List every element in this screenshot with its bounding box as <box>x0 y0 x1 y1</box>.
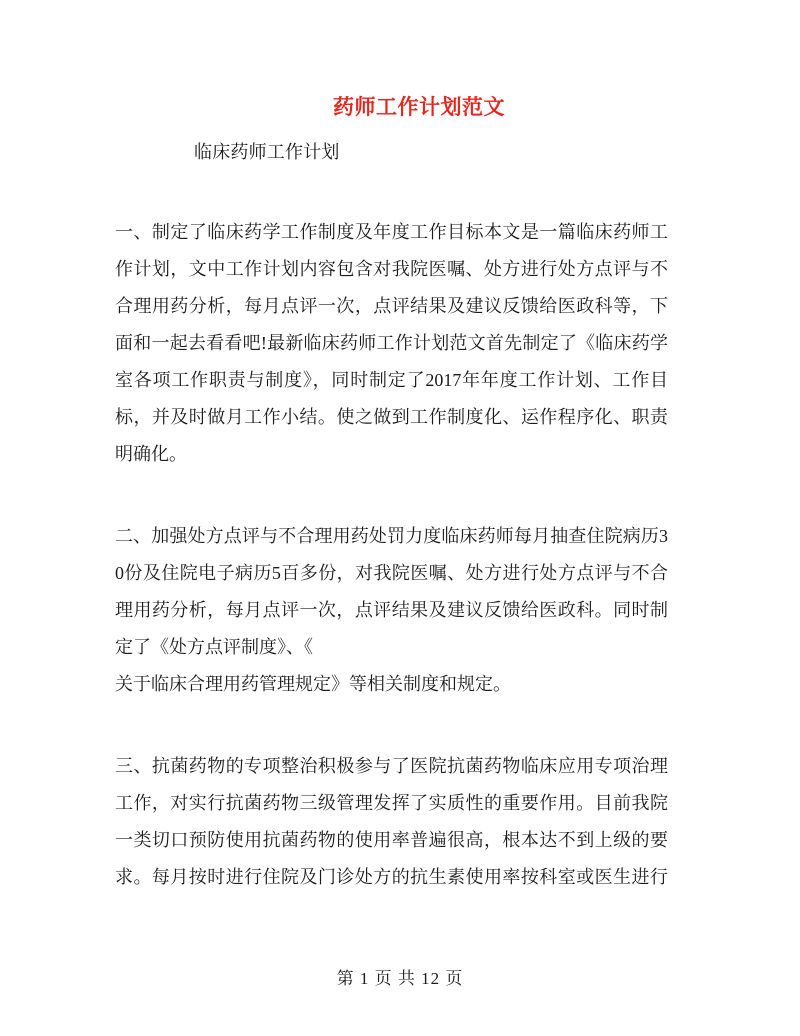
paragraph-3 <box>115 748 668 896</box>
text-line: 工作，对实行抗菌药物三级管理发挥了实质性的重要作用。目前我院 <box>115 793 668 813</box>
text-line: 关于临床合理用药管理规定》等相关制度和规定。 <box>115 674 511 694</box>
paragraph-2 <box>115 518 668 703</box>
text-line: 求。每月按时进行住院及门诊处方的抗生素使用率按科室或医生进行 <box>115 867 668 887</box>
text-line: 合理用药分析，每月点评一次，点评结果及建议反馈给医政科等，下 <box>115 296 668 316</box>
text-line: 一、制定了临床药学工作制度及年度工作目标本文是一篇临床药师工 <box>115 222 668 242</box>
document-body <box>115 214 668 896</box>
text-line: 作计划，文中工作计划内容包含对我院医嘱、处方进行处方点评与不 <box>115 259 668 279</box>
document-subtitle: 临床药师工作计划 <box>194 142 340 162</box>
text-line: 三、抗菌药物的专项整治积极参与了医院抗菌药物临床应用专项治理 <box>115 756 668 776</box>
text-line: 定了《处方点评制度》、《 <box>115 637 313 657</box>
text-line: 面和一起去看看吧!最新临床药师工作计划范文首先制定了《临床药学 <box>115 333 668 353</box>
text-line: 0份及住院电子病历5百多份，对我院医嘱、处方进行处方点评与不合 <box>115 563 668 583</box>
paragraph-1 <box>115 214 668 473</box>
text-line: 标，并及时做月工作小结。使之做到工作制度化、运作程序化、职责 <box>115 407 668 427</box>
page-number-footer: 第 1 页 共 12 页 <box>336 969 464 988</box>
text-line: 理用药分析，每月点评一次，点评结果及建议反馈给医政科。同时制 <box>115 600 668 620</box>
document-title: 药师工作计划范文 <box>333 95 505 119</box>
text-line: 二、加强处方点评与不合理用药处罚力度临床药师每月抽查住院病历3 <box>115 526 668 546</box>
text-line: 室各项工作职责与制度》，同时制定了2017年年度工作计划、工作目 <box>115 370 668 390</box>
text-line: 一类切口预防使用抗菌药物的使用率普遍很高，根本达不到上级的要 <box>115 830 668 850</box>
text-line: 明确化。 <box>115 444 187 464</box>
